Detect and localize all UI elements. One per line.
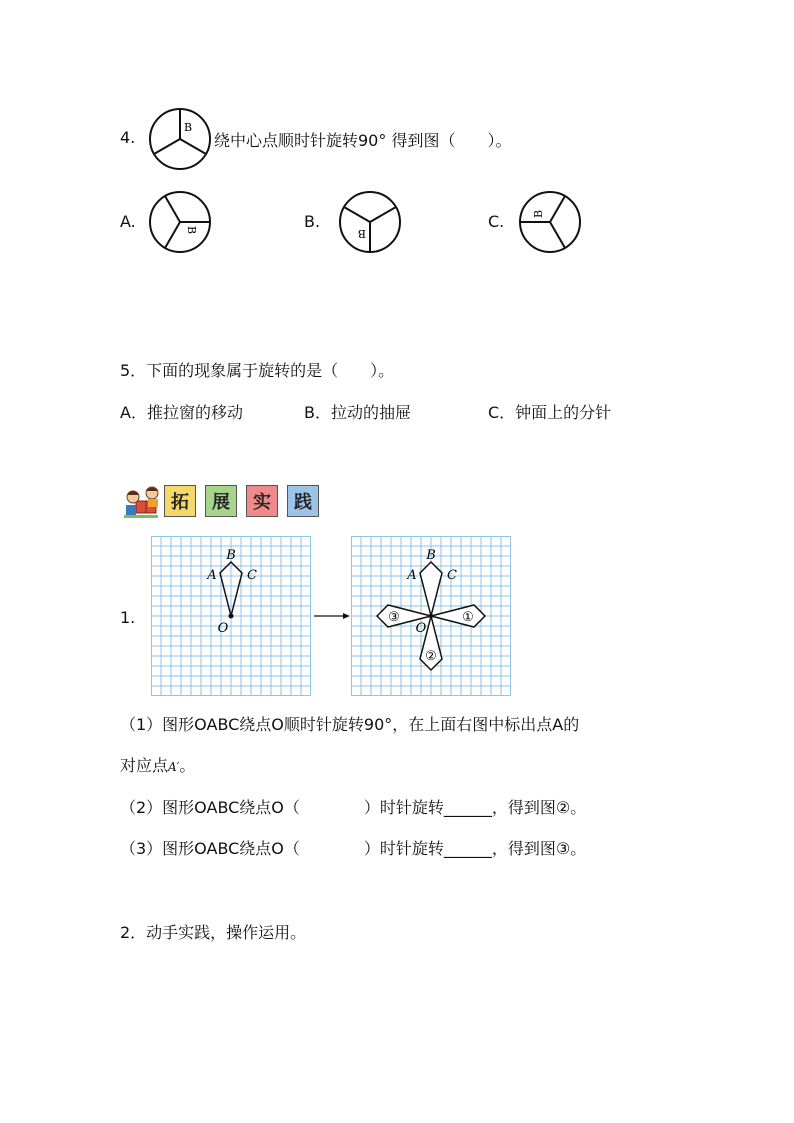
q4-original-circle [148,107,212,171]
point-o-dot [229,614,234,619]
practice1-number: 1. [120,608,136,627]
practice1-sub1-line1: （1）图形OABC绕点O顺时针旋转90°，在上面右图中标出点A的 [120,715,580,734]
section-tag-4: 践 [287,485,319,517]
right-label-3: ③ [388,610,400,625]
left-label-b: B [226,548,236,563]
section-tag-2: 展 [205,485,237,517]
q5-option-c[interactable]: C．钟面上的分针 [488,403,612,422]
section-tag-3: 实 [246,485,278,517]
q4-question-text: 绕中心点顺时针旋转90° 得到图（ ）。 [214,131,512,150]
left-label-a: A [207,568,217,583]
practice1-sub2: （2）图形OABC绕点O（ ）时针旋转______，得到图②。 [120,798,587,817]
left-label-o: O [217,621,229,636]
right-label-b: B [426,548,436,563]
q5-option-a[interactable]: A．推拉窗的移动 [120,403,243,422]
q5-option-b[interactable]: B．拉动的抽屉 [304,403,411,422]
right-grid-figure [351,536,511,696]
q5-question-text: 5．下面的现象属于旋转的是（ ）。 [120,361,395,380]
sub1-line2-end: 。 [179,756,196,775]
q4-option-a-letter: B [185,225,198,235]
right-label-a: A [407,568,417,583]
sub1-line2-text: 对应点 [120,756,169,775]
right-label-2: ② [425,649,437,664]
left-grid-figure [151,536,311,696]
q4-option-a-label[interactable]: A. [120,212,136,231]
right-label-1: ① [462,610,474,625]
section-tag-1: 拓 [164,485,196,517]
practice1-sub1-line2 [120,753,195,776]
right-label-o: O [415,621,427,636]
q4-option-b-label[interactable]: B. [304,212,321,231]
q4-option-c-circle[interactable] [518,190,582,254]
q4-option-c-label[interactable]: C. [488,212,505,231]
practice2-text: 2．动手实践，操作运用。 [120,923,307,942]
q4-option-c-letter: B [532,209,545,219]
q4-option-a-circle[interactable] [148,190,212,254]
reading-children-icon [122,483,160,519]
left-label-c: C [247,568,257,583]
q4-option-b-circle[interactable] [338,190,402,254]
q4-option-b-letter: B [357,227,367,240]
q4-circle-label: B [183,121,193,134]
sub1-line2-mark: A′ [168,760,180,774]
right-label-c: C [447,568,457,583]
q4-number: 4. [120,128,136,147]
practice1-sub3: （3）图形OABC绕点O（ ）时针旋转______，得到图③。 [120,839,587,858]
arrow-right-icon [312,610,352,622]
